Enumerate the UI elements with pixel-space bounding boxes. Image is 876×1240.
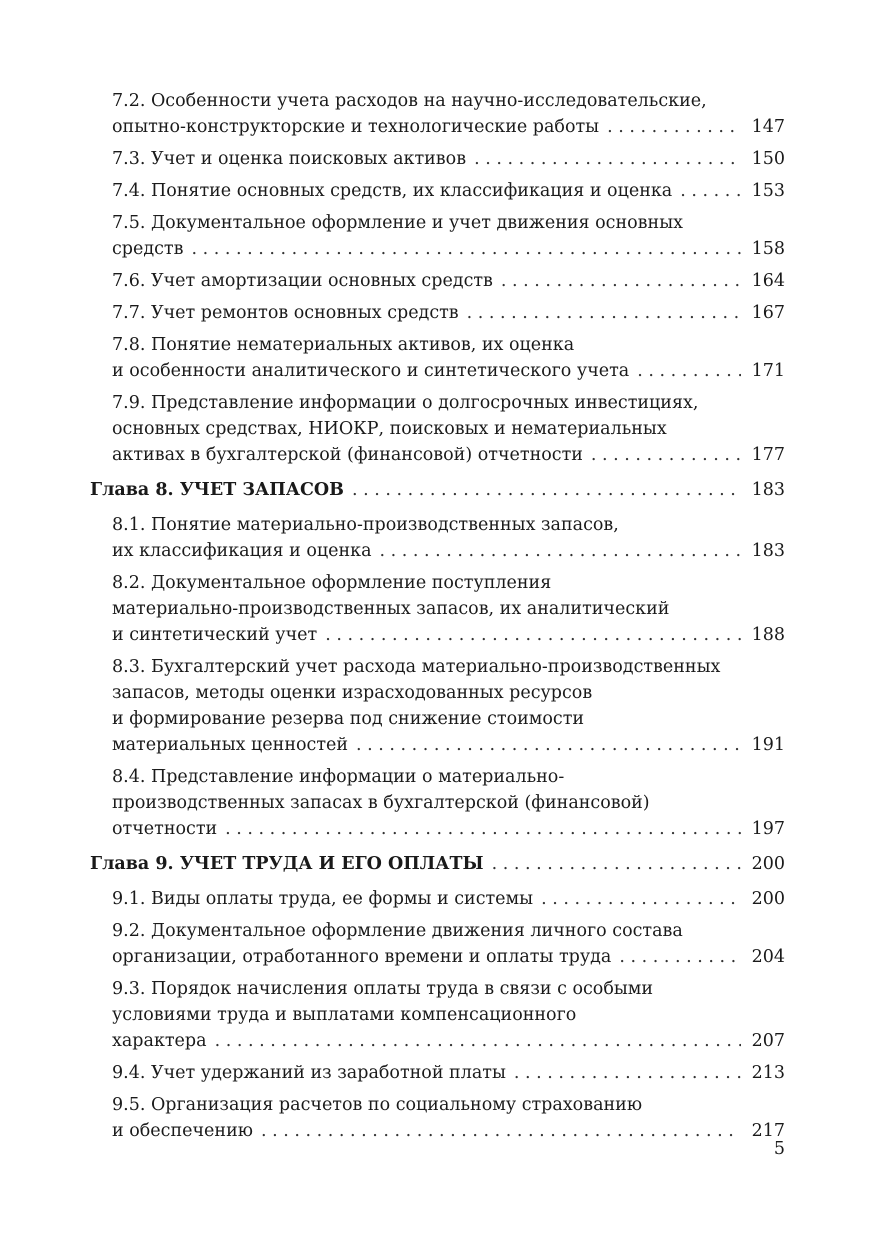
toc-entry-line <box>112 210 785 236</box>
toc-entry-title: 8.3. Бухгалтерский учет расхода материально-производственных <box>112 657 721 677</box>
dot-leader <box>501 268 741 294</box>
toc-entry-line <box>112 622 785 648</box>
toc-entry-line <box>90 477 785 503</box>
toc-page-number: 200 <box>751 889 785 909</box>
toc-entry-title: 9.1. Виды оплаты труда, ее формы и системы <box>112 889 534 909</box>
toc-page-number: 147 <box>751 117 785 137</box>
toc-entry-title: 9.4. Учет удержаний из заработной платы <box>112 1063 506 1083</box>
dot-leader <box>380 538 741 564</box>
toc-entry-line <box>112 358 785 384</box>
toc-section-entry[interactable] <box>90 268 785 294</box>
dot-leader <box>356 732 741 758</box>
toc-page-number: 197 <box>751 819 785 839</box>
dot-leader <box>215 1028 741 1054</box>
dot-leader <box>352 477 741 503</box>
toc-page-number: 158 <box>751 239 785 259</box>
toc-page-number: 188 <box>751 625 785 645</box>
toc-section-entry[interactable] <box>90 654 785 758</box>
toc-entry-title: опытно-конструкторские и технологические работы <box>112 117 600 137</box>
dot-leader <box>492 851 741 877</box>
toc-entry-title: 7.9. Представление информации о долгосрочных инвестициях, <box>112 393 699 413</box>
toc-section-entry[interactable] <box>90 976 785 1054</box>
dot-leader <box>225 816 741 842</box>
toc-page-number: 177 <box>751 445 785 465</box>
dot-leader <box>325 622 741 648</box>
toc-entry-line <box>112 706 785 732</box>
dot-leader <box>514 1060 741 1086</box>
entry-gap <box>90 503 785 512</box>
toc-entry-line <box>112 918 785 944</box>
toc-chapter-entry[interactable] <box>90 477 785 503</box>
dot-leader <box>191 236 741 262</box>
dot-leader <box>474 146 741 172</box>
toc-chapter-entry[interactable] <box>90 851 785 877</box>
toc-page-number: 207 <box>751 1031 785 1051</box>
toc-entry-title: активах в бухгалтерской (финансовой) отчетности <box>112 445 583 465</box>
toc-page-number: 183 <box>751 541 785 561</box>
toc-entry-line <box>112 300 785 326</box>
toc-entry-title: Глава 9. УЧЕТ ТРУДА И ЕГО ОПЛАТЫ <box>90 854 484 874</box>
toc-section-entry[interactable] <box>90 512 785 564</box>
toc-entry-line <box>112 416 785 442</box>
toc-entry-title: 7.5. Документальное оформление и учет движения основных <box>112 213 683 233</box>
dot-leader <box>261 1118 741 1144</box>
toc-entry-line <box>112 268 785 294</box>
toc-section-entry[interactable] <box>90 332 785 384</box>
toc-entry-line <box>112 538 785 564</box>
dot-leader <box>607 114 741 140</box>
toc-entry-line <box>112 236 785 262</box>
toc-entry-line <box>112 732 785 758</box>
toc-section-entry[interactable] <box>90 300 785 326</box>
toc-entry-line <box>112 114 785 140</box>
toc-entry-title: производственных запасах в бухгалтерской (финансовой) <box>112 793 650 813</box>
dot-leader <box>591 442 741 468</box>
toc-entry-title: 9.5. Организация расчетов по социальному страхованию <box>112 1095 643 1115</box>
dot-leader <box>619 944 741 970</box>
toc-page-number: 171 <box>751 361 785 381</box>
toc-page-number: 167 <box>751 303 785 323</box>
toc-page-number: 191 <box>751 735 785 755</box>
toc-entry-title: и формирование резерва под снижение стоимости <box>112 709 585 729</box>
toc-entry-line <box>112 1002 785 1028</box>
toc-page-number: 164 <box>751 271 785 291</box>
toc-entry-line <box>112 332 785 358</box>
toc-section-entry[interactable] <box>90 570 785 648</box>
toc-entry-title: отчетности <box>112 819 218 839</box>
toc-entry-line <box>112 654 785 680</box>
toc-page-number: 153 <box>751 181 785 201</box>
entry-gap <box>90 468 785 477</box>
entry-gap <box>90 877 785 886</box>
toc-entry-line <box>112 570 785 596</box>
toc-entry-title: средств <box>112 239 184 259</box>
toc-entry-title: материальных ценностей <box>112 735 349 755</box>
toc-entry-line <box>112 442 785 468</box>
toc-section-entry[interactable] <box>90 918 785 970</box>
toc-entry-line <box>90 851 785 877</box>
toc-entry-line <box>112 886 785 912</box>
toc-section-entry[interactable] <box>90 178 785 204</box>
toc-section-entry[interactable] <box>90 210 785 262</box>
toc-entry-title: 7.4. Понятие основных средств, их классификация и оценка <box>112 181 673 201</box>
toc-entry-title: 7.2. Особенности учета расходов на научно-исследовательские, <box>112 91 707 111</box>
toc-page-number: 217 <box>751 1121 785 1141</box>
toc-entry-title: основных средствах, НИОКР, поисковых и нематериальных <box>112 419 667 439</box>
page-number: 5 <box>773 1139 785 1159</box>
toc-entry-title: и обеспечению <box>112 1121 253 1141</box>
toc-entry-title: 8.4. Представление информации о материально- <box>112 767 565 787</box>
toc-entry-title: Глава 8. УЧЕТ ЗАПАСОВ <box>90 480 344 500</box>
entry-gap <box>90 842 785 851</box>
dot-leader <box>467 300 741 326</box>
toc-entry-title: 8.2. Документальное оформление поступления <box>112 573 552 593</box>
toc-entry-title: материально-производственных запасов, их аналитический <box>112 599 670 619</box>
dot-leader <box>541 886 741 912</box>
toc-entry-line <box>112 976 785 1002</box>
toc-entry-title: и синтетический учет <box>112 625 318 645</box>
toc-page-number: 204 <box>751 947 785 967</box>
table-of-contents <box>90 88 785 1144</box>
toc-section-entry[interactable] <box>90 886 785 912</box>
toc-page-number: 150 <box>751 149 785 169</box>
toc-section-entry[interactable] <box>90 146 785 172</box>
toc-entry-line <box>112 680 785 706</box>
toc-entry-title: 7.6. Учет амортизации основных средств <box>112 271 493 291</box>
toc-entry-line <box>112 178 785 204</box>
toc-entry-line <box>112 790 785 816</box>
toc-entry-title: 7.7. Учет ремонтов основных средств <box>112 303 459 323</box>
toc-entry-title: 7.8. Понятие нематериальных активов, их оценка <box>112 335 575 355</box>
dot-leader <box>680 178 741 204</box>
toc-entry-title: 9.2. Документальное оформление движения личного состава <box>112 921 683 941</box>
toc-entry-title: запасов, методы оценки израсходованных ресурсов <box>112 683 593 703</box>
toc-page-number: 213 <box>751 1063 785 1083</box>
dot-leader <box>637 358 741 384</box>
toc-entry-line <box>112 1092 785 1118</box>
toc-entry-title: условиями труда и выплатами компенсационного <box>112 1005 577 1025</box>
toc-page-number: 183 <box>751 480 785 500</box>
toc-entry-line <box>112 1060 785 1086</box>
toc-entry-line <box>112 944 785 970</box>
toc-entry-line <box>112 512 785 538</box>
toc-entry-line <box>112 1028 785 1054</box>
toc-entry-line <box>112 390 785 416</box>
toc-entry-title: характера <box>112 1031 207 1051</box>
toc-section-entry[interactable] <box>90 390 785 468</box>
toc-entry-title: организации, отработанного времени и оплаты труда <box>112 947 612 967</box>
toc-entry-title: 8.1. Понятие материально-производственных запасов, <box>112 515 619 535</box>
toc-entry-title: и особенности аналитического и синтетического учета <box>112 361 630 381</box>
toc-entry-line <box>112 146 785 172</box>
toc-page-number: 200 <box>751 854 785 874</box>
toc-entry-line <box>112 764 785 790</box>
toc-section-entry[interactable] <box>90 88 785 140</box>
toc-entry-title: 9.3. Порядок начисления оплаты труда в связи с особыми <box>112 979 654 999</box>
toc-section-entry[interactable] <box>90 1092 785 1144</box>
toc-section-entry[interactable] <box>90 1060 785 1086</box>
toc-entry-line <box>112 88 785 114</box>
toc-entry-line <box>112 596 785 622</box>
toc-entry-line <box>112 1118 785 1144</box>
toc-entry-title: их классификация и оценка <box>112 541 372 561</box>
toc-entry-line <box>112 816 785 842</box>
toc-section-entry[interactable] <box>90 764 785 842</box>
toc-entry-title: 7.3. Учет и оценка поисковых активов <box>112 149 467 169</box>
